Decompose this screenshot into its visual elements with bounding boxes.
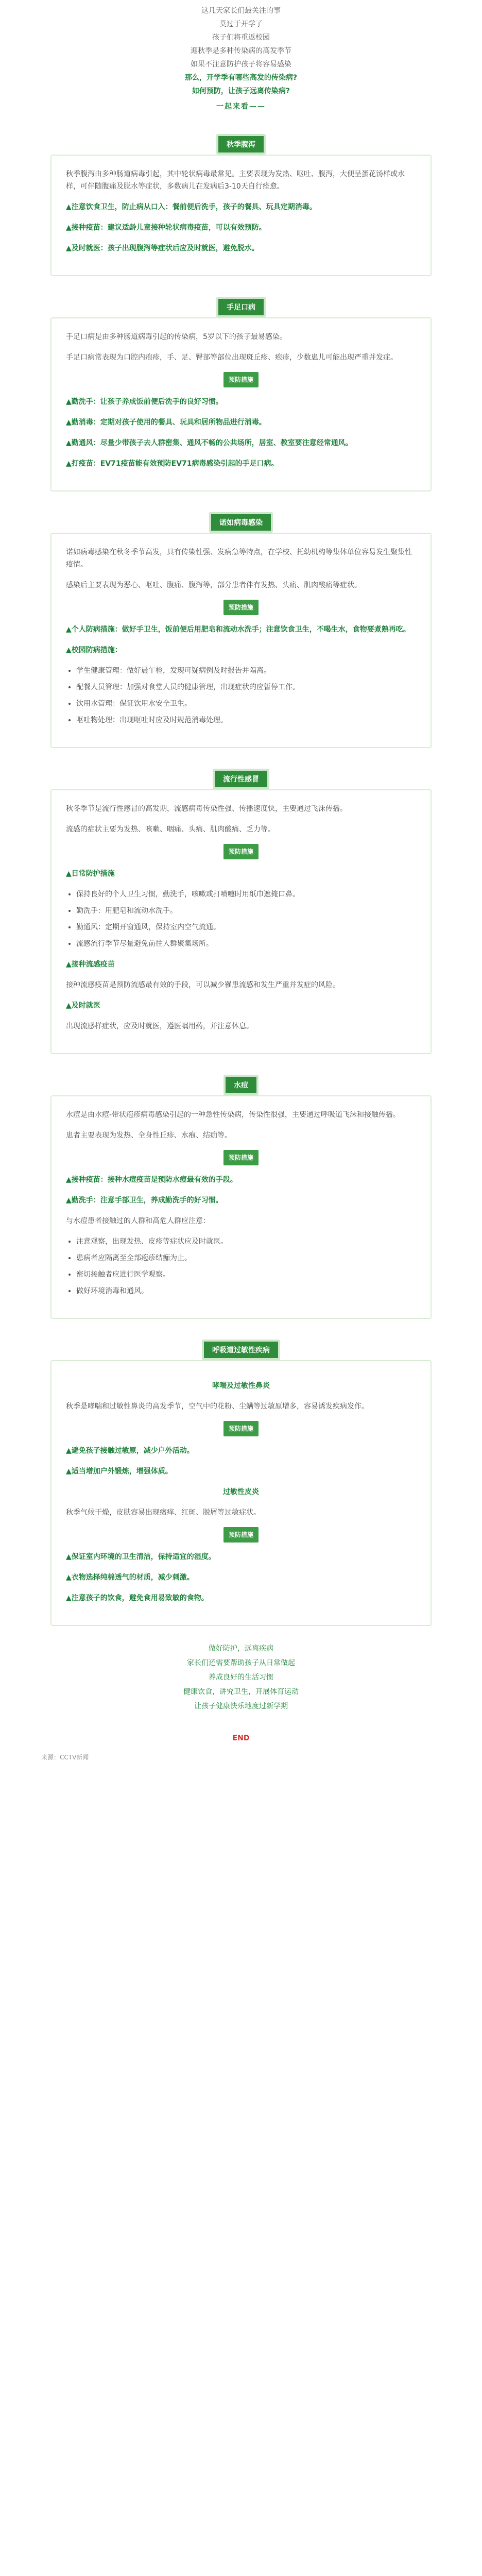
bullet: • 密切接触者应进行医学观察。	[76, 1268, 416, 1281]
paragraph: 手足口病常表现为口腔内疱疹，手、足、臀部等部位出现斑丘疹、疱疹，少数患儿可能出现严重并发症。	[66, 353, 398, 362]
subhead: 预防措施	[223, 1421, 259, 1436]
bullet: • 保持良好的个人卫生习惯，勤洗手，咳嗽或打喷嚏时用纸巾遮掩口鼻。	[76, 888, 416, 901]
paragraph: 与水痘患者接触过的人群和高危人群应注意：	[66, 1217, 210, 1225]
section-badge: 诺如病毒感染	[209, 512, 273, 533]
section-title-6	[0, 1340, 482, 1360]
tip: ▲适当增加户外锻炼，增强体质。	[66, 1467, 173, 1476]
paragraph: 接种流感疫苗是预防流感最有效的手段，可以减少罹患流感和发生严重并发症的风险。	[66, 981, 340, 989]
paragraph: 诺如病毒感染在秋冬季节高发，具有传染性强、发病急等特点，在学校、托幼机构等集体单位容易发生聚集性疫情。	[66, 548, 412, 569]
tip: ▲校园防病措施：	[66, 646, 122, 654]
intro-line: 莫过于开学了	[219, 20, 263, 28]
section-title-2	[0, 297, 482, 317]
end-mark: END	[232, 1734, 250, 1742]
section-title-4	[0, 769, 482, 789]
bullet: • 勤洗手：用肥皂和流动水洗手。	[76, 905, 416, 917]
tip: ▲勤通风：尽量少带孩子去人群密集、通风不畅的公共场所，居室、教室要注意经常通风。	[66, 439, 353, 447]
tip: ▲接种疫苗：接种水痘疫苗是预防水痘最有效的手段。	[66, 1176, 237, 1184]
intro	[0, 0, 482, 113]
tip: ▲保证室内环境的卫生清洁，保持适宜的湿度。	[66, 1553, 216, 1561]
paragraph: 手足口病是由多种肠道病毒引起的传染病，5岁以下的孩子最易感染。	[66, 333, 287, 341]
bullet: • 呕吐物处理：出现呕吐时应及时规范消毒处理。	[76, 714, 416, 726]
tip: ▲个人防病措施：做好手卫生，饭前便后用肥皂和流动水洗手；注意饮食卫生，不喝生水，食物要煮熟再吃。	[66, 625, 410, 634]
section-badge: 水痘	[223, 1075, 259, 1095]
bullet-list	[66, 1235, 416, 1297]
tip: ▲勤洗手：注意手部卫生，养成勤洗手的好习惯。	[66, 1196, 223, 1205]
bullet: • 勤通风：定期开窗通风，保持室内空气流通。	[76, 921, 416, 934]
ending-line: 健康饮食，讲究卫生，开展体育运动	[183, 1688, 299, 1696]
section-card-2	[50, 317, 432, 492]
subhead: 预防措施	[223, 844, 259, 859]
section-badge: 呼吸道过敏性疾病	[202, 1340, 280, 1360]
intro-line: 如果不注意防护孩子将容易感染	[191, 60, 291, 69]
section-card-3	[50, 533, 432, 748]
tip: ▲日常防护措施	[66, 870, 115, 878]
tip: ▲注意孩子的饮食，避免食用易致敏的食物。	[66, 1594, 209, 1602]
intro-line: 孩子们将重返校园	[212, 33, 270, 42]
ending-line: 让孩子健康快乐地度过新学期	[194, 1702, 288, 1710]
section-card-5	[50, 1095, 432, 1319]
section-badge: 秋季腹泻	[216, 134, 266, 155]
paragraph: 出现流感样症状，应及时就医，遵医嘱用药，并注意休息。	[66, 1022, 253, 1030]
bullet-list	[66, 665, 416, 726]
tip: ▲接种疫苗：建议适龄儿童接种轮状病毒疫苗，可以有效预防。	[66, 224, 266, 232]
bullet-list	[66, 888, 416, 950]
paragraph: 秋季是哮喘和过敏性鼻炎的高发季节，空气中的花粉、尘螨等过敏原增多，容易诱发疾病发作。	[66, 1402, 369, 1411]
ending-line: 养成良好的生活习惯	[209, 1673, 273, 1682]
paragraph: 秋季腹泻由多种肠道病毒引起，其中轮状病毒最常见。主要表现为发热、呕吐、腹泻，大便呈蛋花汤样或水样，可伴随腹痛及脱水等症状，多数病儿在发病后3-10天自行痊愈。	[66, 170, 405, 191]
section-title-1	[0, 134, 482, 155]
bullet: • 饮用水管理：保证饮用水安全卫生。	[76, 698, 416, 710]
section-card-4	[50, 789, 432, 1054]
paragraph: 流感的症状主要为发热、咳嗽、咽痛、头痛、肌肉酸痛、乏力等。	[66, 825, 275, 834]
subsection-name: 过敏性皮炎	[223, 1488, 259, 1496]
subhead: 预防措施	[223, 1150, 259, 1165]
subhead: 预防措施	[223, 600, 259, 615]
paragraph: 感染后主要表现为恶心、呕吐、腹痛、腹泻等，部分患者伴有发热、头痛、肌肉酸痛等症状。	[66, 581, 361, 589]
intro-line: 这几天家长们最关注的事	[201, 7, 281, 15]
section-card-1	[50, 155, 432, 276]
tip: ▲打疫苗：EV71疫苗能有效预防EV71病毒感染引起的手足口病。	[66, 460, 279, 468]
tip: ▲及时就医：孩子出现腹泻等症状后应及时就医，避免脱水。	[66, 244, 259, 252]
tip: ▲勤消毒：定期对孩子使用的餐具、玩具和居所物品进行消毒。	[66, 418, 266, 427]
subhead: 预防措施	[223, 1527, 259, 1543]
tip: ▲注意饮食卫生，防止病从口入：餐前便后洗手，孩子的餐具、玩具定期消毒。	[66, 203, 317, 211]
section-badge: 手足口病	[216, 297, 266, 317]
paragraph: 水痘是由水痘-带状疱疹病毒感染引起的一种急性传染病，传染性很强，主要通过呼吸道飞沫和接触传播。	[66, 1111, 401, 1119]
bullet: • 做好环境消毒和通风。	[76, 1285, 416, 1297]
bullet: • 患病者应隔离至全部疱疹结痂为止。	[76, 1252, 416, 1264]
source-note: 来源：CCTV新闻	[41, 1754, 89, 1761]
ending	[0, 1641, 482, 1714]
bullet: • 注意观察，出现发热、皮疹等症状应及时就医。	[76, 1235, 416, 1248]
bullet: • 配餐人员管理：加强对食堂人员的健康管理，出现症状的应暂停工作。	[76, 681, 416, 693]
tip: ▲接种流感疫苗	[66, 960, 115, 969]
tip: ▲避免孩子接触过敏原，减少户外活动。	[66, 1447, 194, 1455]
bullet: • 学生健康管理：做好晨午检，发现可疑病例及时报告并隔离。	[76, 665, 416, 677]
intro-question: 那么，开学季有哪些高发的传染病?	[184, 74, 298, 82]
section-title-5	[0, 1075, 482, 1095]
intro-question-2: 如何预防，让孩子远离传染病?	[192, 87, 290, 95]
paragraph: 秋季气候干燥，皮肤容易出现瘙痒、红斑、脱屑等过敏症状。	[66, 1509, 261, 1517]
paragraph: 秋冬季节是流行性感冒的高发期，流感病毒传染性强、传播速度快，主要通过飞沫传播。	[66, 805, 347, 813]
subhead: 预防措施	[223, 372, 259, 387]
ending-line: 家长们还需要帮助孩子从日常做起	[187, 1659, 295, 1667]
section-card-6	[50, 1360, 432, 1626]
section-title-3	[0, 512, 482, 533]
tip: ▲及时就医	[66, 1002, 100, 1010]
subsection-name: 哮喘及过敏性鼻炎	[212, 1382, 270, 1390]
intro-lead: 一起来看——	[216, 103, 266, 111]
bullet: • 流感流行季节尽量避免前往人群聚集场所。	[76, 938, 416, 950]
tip: ▲勤洗手：让孩子养成饭前便后洗手的良好习惯。	[66, 398, 223, 406]
paragraph: 患者主要表现为发热、全身性丘疹、水疱、结痂等。	[66, 1131, 232, 1140]
tip: ▲衣物选择纯棉透气的材质，减少刺激。	[66, 1573, 194, 1582]
intro-line: 迎秋季是多种传染病的高发季节	[191, 47, 291, 55]
section-badge: 流行性感冒	[213, 769, 269, 789]
ending-line: 做好防护，远离疾病	[209, 1645, 273, 1653]
